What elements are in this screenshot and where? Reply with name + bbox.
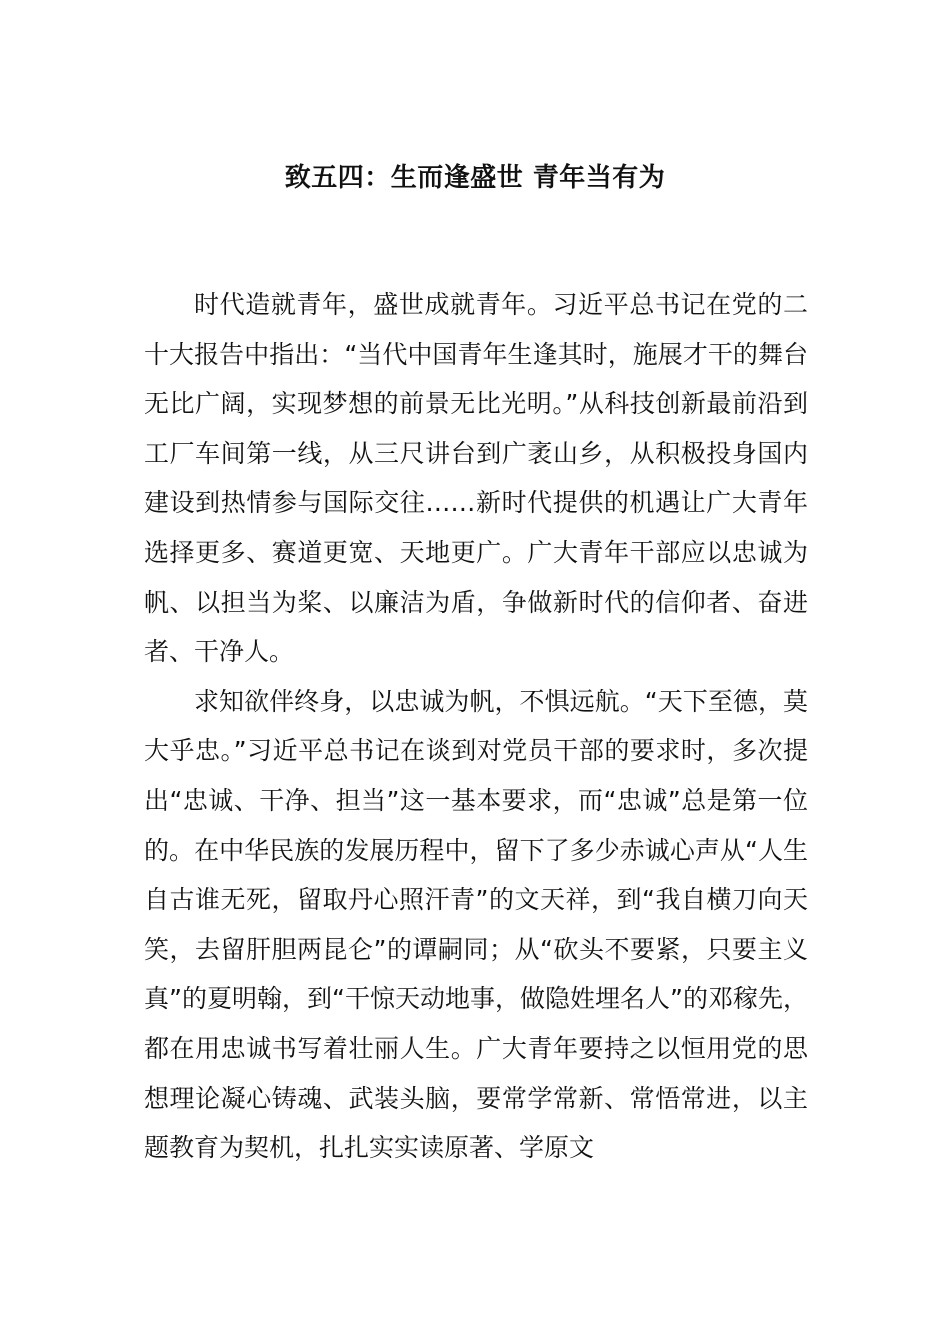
paragraph-1: 时代造就青年，盛世成就青年。习近平总书记在党的二十大报告中指出：“当代中国青年生逢其时，施展才干的舞台无比广阔，实现梦想的前景无比光明。”从科技创新最前沿到工厂车间第一线，从三尺讲台到广袤山乡，从积极投身国内建设到热情参与国际交往……新时代提供的机遇让广大青年选择更多、赛道更宽、天地更广。广大青年干部应以忠诚为帆、以担当为桨、以廉洁为盾，争做新时代的信仰者、奋进者、干净人。 [144,290,808,667]
paragraph-2: 求知欲伴终身，以忠诚为帆，不惧远航。“天下至德，莫大乎忠。”习近平总书记在谈到对党员干部的要求时，多次提出“忠诚、干净、担当”这一基本要求，而“忠诚”总是第一位的。在中华民族的发展历程中，留下了多少赤诚心声从“人生自古谁无死，留取丹心照汗青”的文天祥，到“我自横刀向天笑，去留肝胆两昆仑”的谭嗣同；从“砍头不要紧，只要主义真”的夏明翰，到“干惊天动地事，做隐姓埋名人”的邓稼先，都在用忠诚书写着壮丽人生。广大青年要持之以恒用党的思想理论凝心铸魂、武装头脑，要常学常新、常悟常进，以主题教育为契机，扎扎实实读原著、学原文 [144,686,808,1163]
document-title: 致五四：生而逢盛世 青年当有为 [284,163,666,193]
document-body [144,280,808,1173]
